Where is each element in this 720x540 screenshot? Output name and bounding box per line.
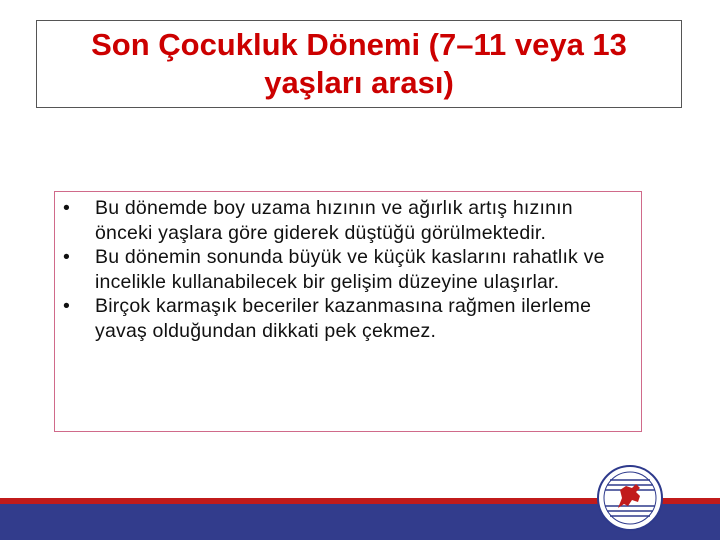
bullet-item xyxy=(61,196,631,245)
bullet-dot-icon: • xyxy=(63,246,71,268)
bullet-text: Bu dönemin sonunda büyük ve küçük kaslarını rahatlık ve incelikle kullanabilecek bir gelişim düzeyine ulaşırlar. xyxy=(95,246,605,293)
university-emblem-icon xyxy=(596,464,664,532)
bullet-text: Bu dönemde boy uzama hızının ve ağırlık artış hızının önceki yaşlara göre giderek düştüğü görülmektedir. xyxy=(95,197,573,244)
slide-title: Son Çocukluk Dönemi (7–11 veya 13 yaşları arası) xyxy=(91,27,627,100)
title-box xyxy=(36,20,682,108)
bullet-item xyxy=(61,294,631,343)
bullet-dot-icon: • xyxy=(63,295,71,317)
bullet-text: Birçok karmaşık beceriler kazanmasına rağmen ilerleme yavaş olduğundan dikkati pek çekmez. xyxy=(95,295,592,342)
content-box xyxy=(54,191,642,432)
bullet-item xyxy=(61,245,631,294)
bullet-list xyxy=(61,196,631,343)
bullet-dot-icon: • xyxy=(63,197,71,219)
